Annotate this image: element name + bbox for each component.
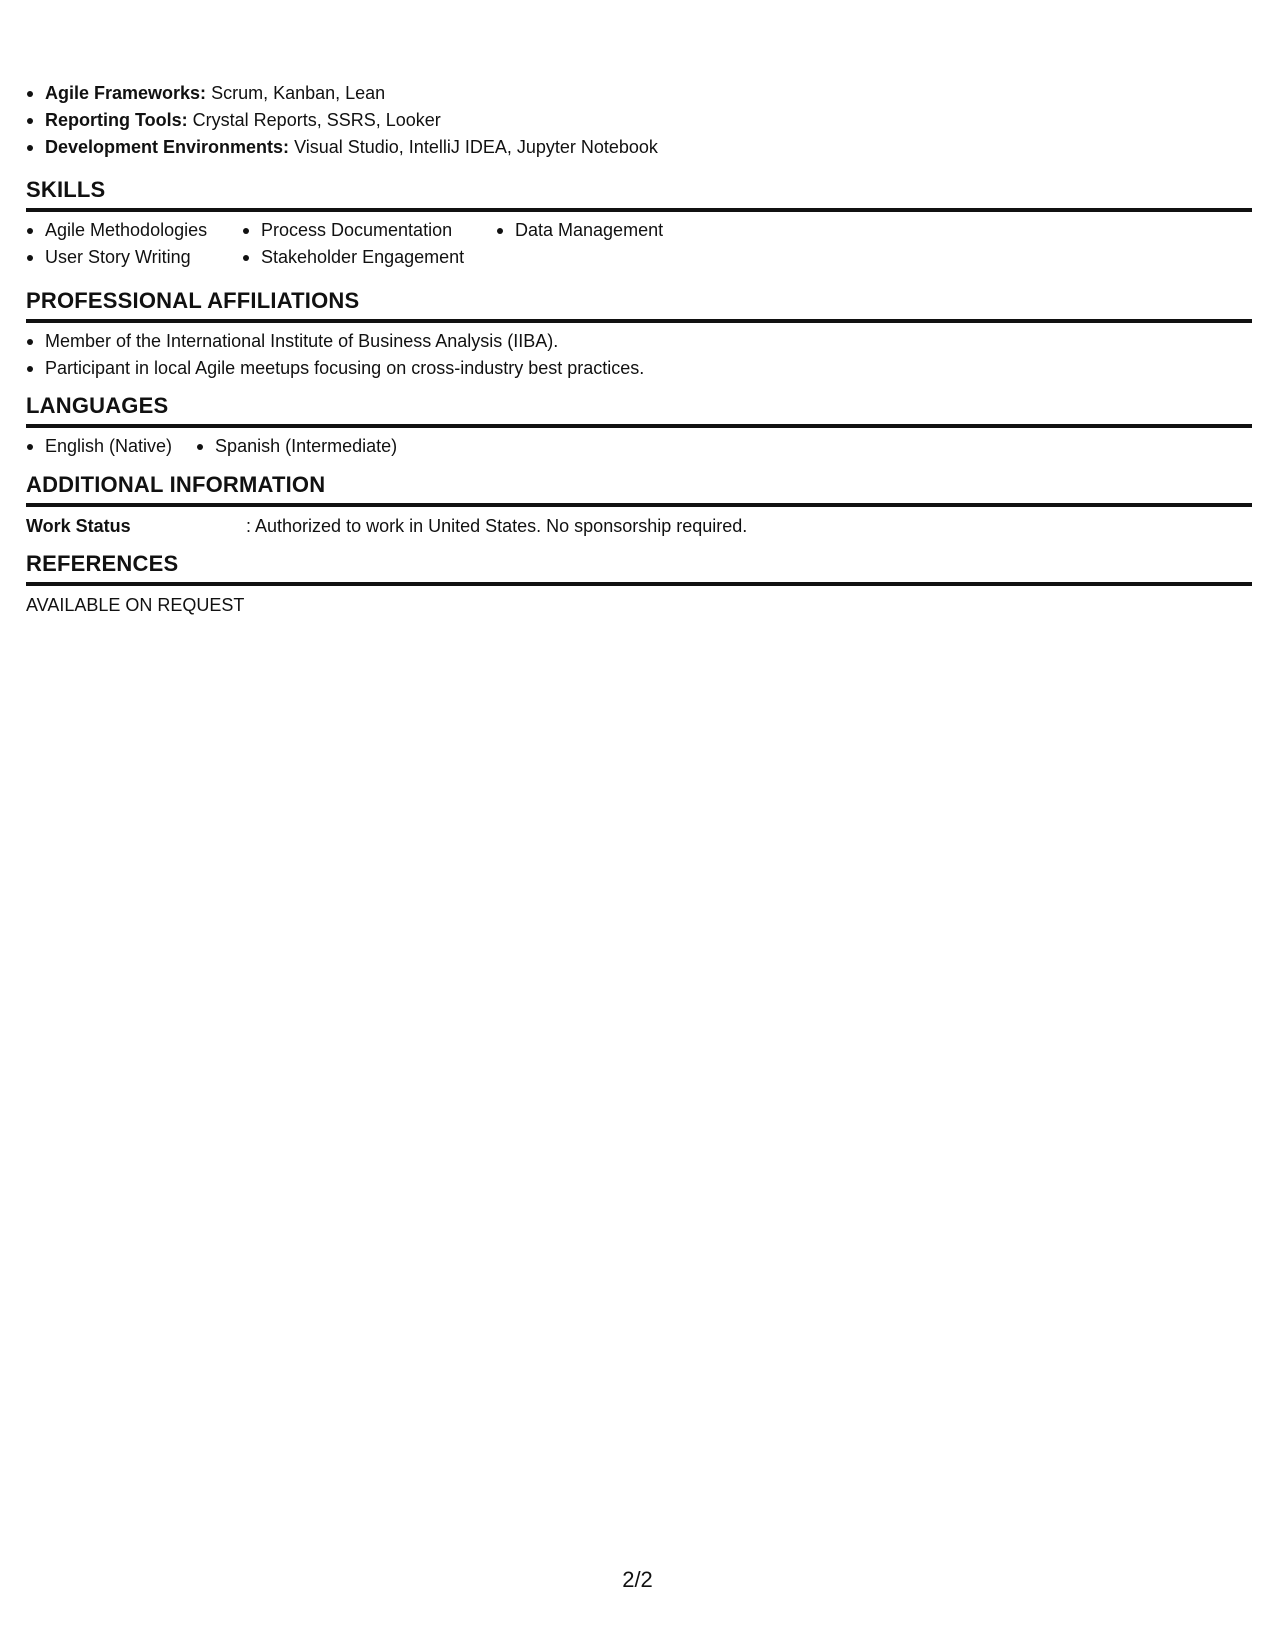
skill-label: Data Management [515, 220, 664, 240]
bullet-icon [27, 118, 33, 124]
tool-value: Visual Studio, IntelliJ IDEA, Jupyter Notebook [294, 137, 658, 157]
skill-item [242, 244, 464, 271]
section-divider [26, 319, 1252, 323]
list-item [26, 328, 1252, 355]
language-label: English (Native) [45, 436, 173, 456]
work-status-row [26, 513, 1252, 540]
section-title: ADDITIONAL INFORMATION [26, 472, 326, 497]
languages-section [26, 392, 1252, 460]
references-section [26, 550, 1252, 619]
skill-item [242, 217, 452, 244]
skills-section [26, 176, 1252, 270]
section-title: REFERENCES [26, 551, 179, 576]
language-label: Spanish (Intermediate) [215, 436, 398, 456]
skill-item [26, 244, 191, 271]
bullet-icon [27, 255, 33, 261]
references-text: AVAILABLE ON REQUEST [26, 595, 245, 615]
bullet-icon [243, 228, 249, 234]
section-divider [26, 424, 1252, 428]
language-item [26, 433, 172, 460]
section-divider [26, 503, 1252, 507]
affiliation-text: Member of the International Institute of Business Analysis (IIBA). [45, 331, 559, 351]
language-item [196, 433, 397, 460]
bullet-icon [497, 228, 503, 234]
affiliation-text: Participant in local Agile meetups focusing on cross-industry best practices. [45, 358, 645, 378]
section-title: PROFESSIONAL AFFILIATIONS [26, 288, 360, 313]
skill-label: Process Documentation [261, 220, 453, 240]
bullet-icon [27, 145, 33, 151]
languages-list [26, 433, 1252, 460]
bullet-icon [197, 444, 203, 450]
affiliations-section [26, 287, 1252, 382]
tool-value: Crystal Reports, SSRS, Looker [192, 110, 441, 130]
skill-label: Agile Methodologies [45, 220, 208, 240]
tool-label: Agile Frameworks: [45, 83, 207, 103]
section-divider [26, 582, 1252, 586]
list-item [26, 107, 658, 134]
tool-value: Scrum, Kanban, Lean [211, 83, 386, 103]
section-title: LANGUAGES [26, 393, 169, 418]
work-status-label: Work Status [26, 516, 131, 536]
bullet-icon [243, 255, 249, 261]
list-item [26, 134, 658, 161]
tool-label: Reporting Tools: [45, 110, 188, 130]
section-title: SKILLS [26, 177, 106, 202]
list-item [26, 80, 658, 107]
skill-label: Stakeholder Engagement [261, 247, 465, 267]
skill-item [26, 217, 207, 244]
skills-list [26, 212, 1252, 270]
tools-list [26, 80, 658, 161]
bullet-icon [27, 366, 33, 372]
additional-info-section [26, 471, 1252, 540]
page-number: 2/2 [622, 1567, 653, 1592]
bullet-icon [27, 339, 33, 345]
bullet-icon [27, 91, 33, 97]
affiliations-list [26, 328, 1252, 382]
bullet-icon [27, 444, 33, 450]
work-status-value: : Authorized to work in United States. No sponsorship required. [246, 516, 748, 536]
list-item [26, 355, 1252, 382]
tool-label: Development Environments: [45, 137, 290, 157]
bullet-icon [27, 228, 33, 234]
skill-label: User Story Writing [45, 247, 191, 267]
skill-item [496, 217, 663, 244]
